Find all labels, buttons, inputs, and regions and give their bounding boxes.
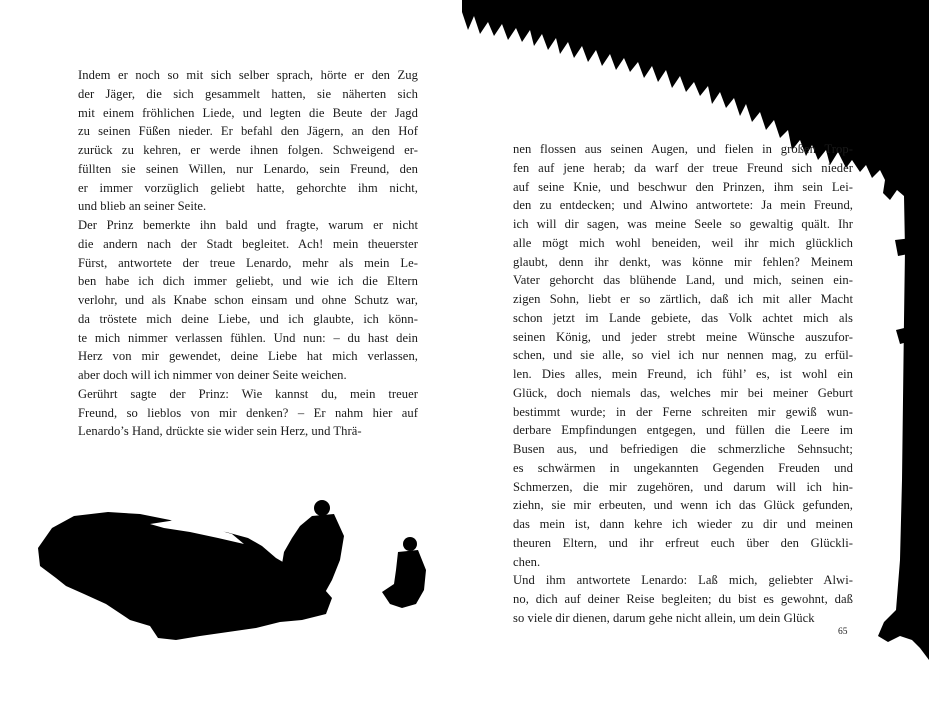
text-line: das mein ist, dann kehre ich wieder zu dir und meinen xyxy=(513,517,853,531)
text-line: Vater gehorcht das blühende Land, und mich, seinen ein- xyxy=(513,273,853,288)
text-line: zu seinen Füßen nieder. Er befahl den Jägern, an den Hof xyxy=(78,124,418,139)
text-line: es schwärmen in ungekannten Gegenden Freuden und xyxy=(513,460,853,475)
text-line: no, dich auf deiner Reise begleiten; du bist es gewohnt, daß xyxy=(513,592,853,606)
text-line: die andern nach der Stadt begleitet. Ach! mein theuerster xyxy=(78,236,418,251)
text-line: ben habe ich dich immer geliebt, und wie ich die Eltern xyxy=(78,274,418,289)
text-line: zigen Sohn, liebt er so zärtlich, daß ich mit aller Macht xyxy=(513,292,853,306)
text-line: Herz von mir gewendet, deine Liebe hat mich verlassen, xyxy=(78,349,418,364)
text-line: füllten sie seinen Willen, nur Lenardo, sein Freund, den xyxy=(78,161,418,176)
text-line: er immer vorzüglich geliebt hatte, gehorchte ihm nicht, xyxy=(78,180,418,195)
text-line: den zu entdecken; und Alwino antwortete: Ja mein Freund, xyxy=(513,198,853,213)
left-page-text xyxy=(78,66,418,441)
text-line: Der Prinz bemerkte ihn bald und fragte, warum er nicht xyxy=(78,218,418,232)
text-line: und blieb an seiner Seite. xyxy=(78,199,207,214)
text-line: da tröstete mich deine Liebe, und ich glaubte, ich könn- xyxy=(78,311,418,326)
text-line: theuren Eltern, und ihr erfreut euch über den Glückli- xyxy=(513,535,853,550)
text-line: ich will dir sagen, was meine Seele so gewaltig quält. Ihr xyxy=(513,217,853,231)
text-line: alle mögt mich wohl beneiden, weil ihr mich glücklich xyxy=(513,235,853,250)
text-line: der Jäger, die sich gesammelt hatten, sie näherten sich xyxy=(78,86,418,101)
text-line: glaubt, denn ihr denkt, was könne mir fehlen? Meinem xyxy=(513,254,853,269)
text-line: Indem er noch so mit sich selber sprach, hörte er den Zug xyxy=(78,68,418,82)
text-line: Schmerzen, die mir zugehören, und darum will ich hin- xyxy=(513,479,853,494)
right-page-text xyxy=(513,140,853,628)
text-line: Fürst, antwortete der treue Lenardo, mehr als mein Le- xyxy=(78,255,418,270)
text-line: schon jetzt im Lande gebiete, das Volk achtet mich als xyxy=(513,310,853,325)
text-line: chen. xyxy=(513,554,541,569)
text-line: bestimmt wurde; in der Ferne schreiten mir gewiß wun- xyxy=(513,404,853,419)
page-number: 65 xyxy=(838,627,848,637)
text-line: nen flossen aus seinen Augen, und fielen in großen Trop- xyxy=(513,142,853,156)
text-line: ziehn, sie mir erbeuten, und wenn ich das Glück gefunden, xyxy=(513,498,853,513)
text-line: seinen König, und jeder strebt meine Wünsche auszufor- xyxy=(513,329,853,344)
text-line: te mich nimmer verlassen fühlen. Und nun: – du hast dein xyxy=(78,330,418,345)
crouching-figure-silhouette xyxy=(382,537,426,608)
text-line: mit einem fröhlichen Liede, und legten die Beute der Jagd xyxy=(78,105,418,120)
text-line: Glück, doch niemals das, welches mir bei meiner Geburt xyxy=(513,385,853,400)
text-line: Gerührt sagte der Prinz: Wie kannst du, mein treuer xyxy=(78,386,418,401)
text-line: auf seine Knie, und beschwur den Prinzen, ihm sein Lei- xyxy=(513,179,853,194)
text-line: Und ihm antwortete Lenardo: Laß mich, geliebter Alwi- xyxy=(513,573,853,588)
text-line: len. Dies alles, mein Freund, ich fühl’ es, ist wohl ein xyxy=(513,367,853,381)
text-line: schen, und sie alle, so viel ich nur nennen mag, zu erfül- xyxy=(513,348,853,363)
text-line: verlohr, und als Knabe schon einsam und ohne Schutz war, xyxy=(78,293,418,307)
text-line: Freund, so lieblos von mir denken? – Er nahm hier auf xyxy=(78,405,418,420)
text-line: Lenardo’s Hand, drückte sie wider sein Herz, und Thrä- xyxy=(78,424,362,439)
text-line: aber doch will ich nimmer von deiner Seite weichen. xyxy=(78,368,347,382)
text-line: derbare Empfindungen entgegen, und füllen die Leere im xyxy=(513,423,853,438)
text-line: zurück zu kehren, er werde ihnen folgen. Schweigend er- xyxy=(78,143,418,157)
text-line: Busen aus, und befriedigen die schmerzliche Sehnsucht; xyxy=(513,442,853,456)
text-line: so viele dir dienen, darum gehe nicht allein, um dein Glück xyxy=(513,610,815,625)
text-line: fen auf jene herab; da warf der treue Freund sich nieder xyxy=(513,160,853,175)
